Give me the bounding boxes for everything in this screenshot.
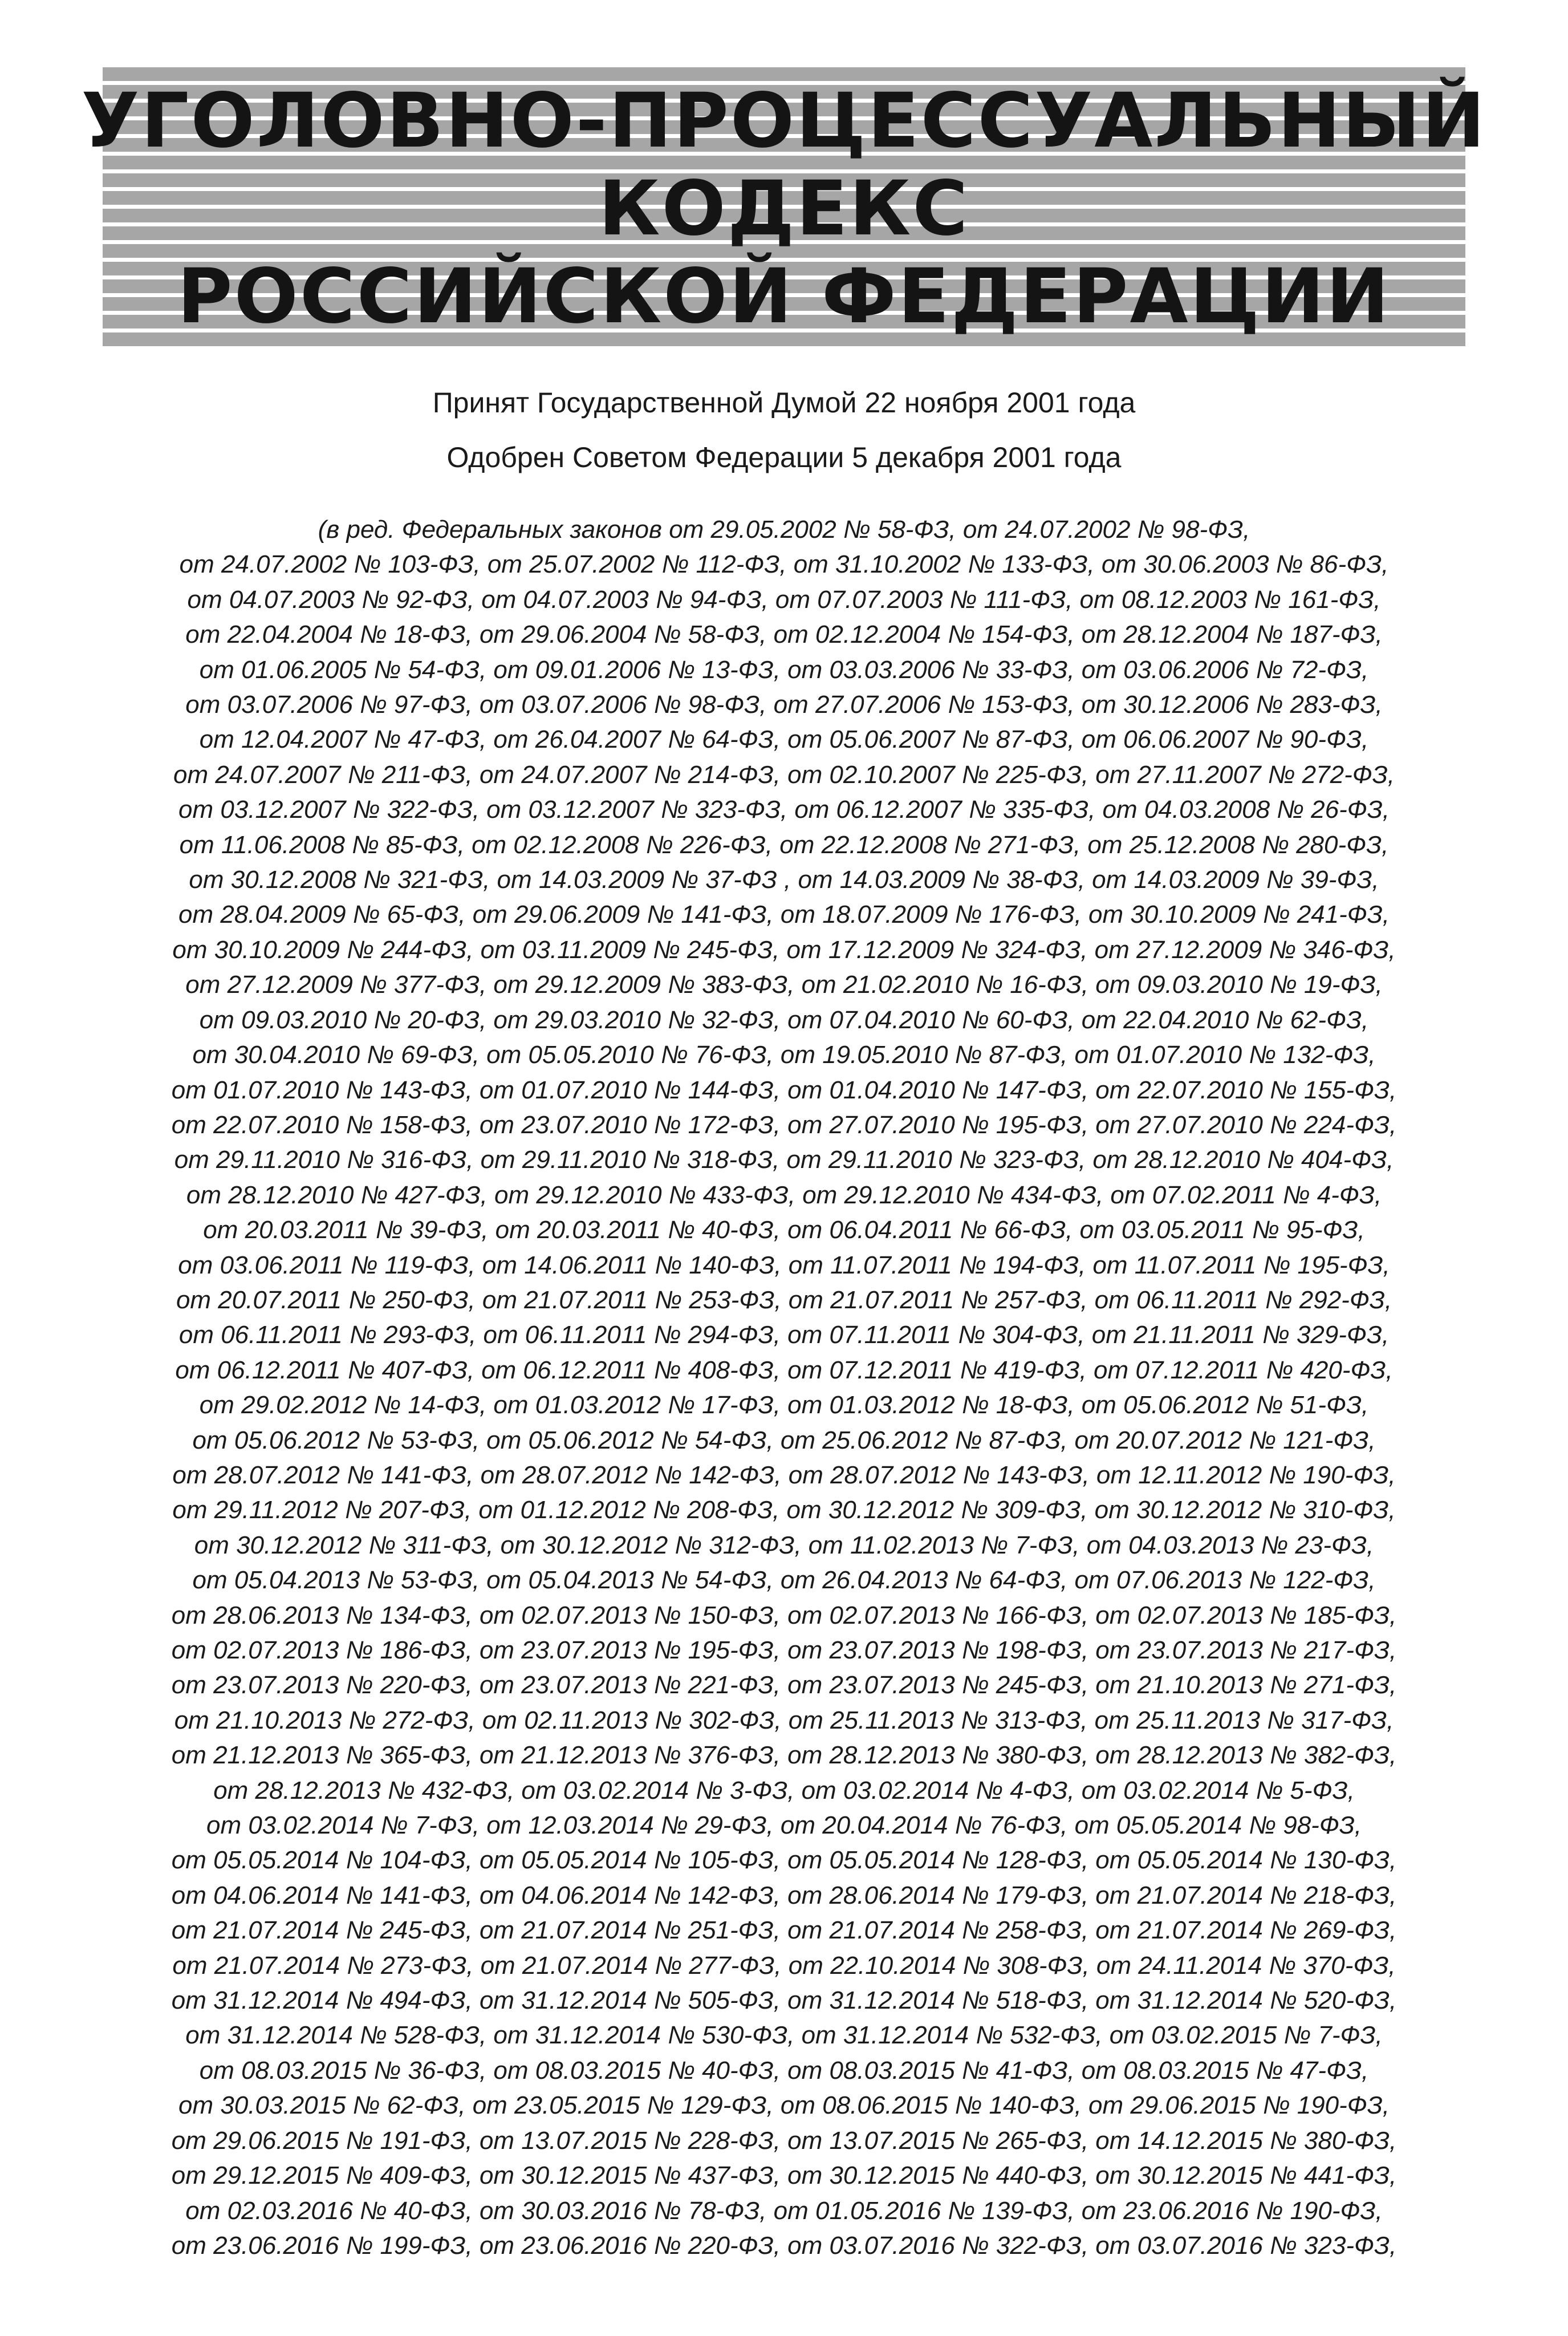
amendment-line: от 30.04.2010 № 69-ФЗ, от 05.05.2010 № 76-ФЗ, от 19.05.2010 № 87-ФЗ, от 01.07.2010 № 132-ФЗ, [192, 1041, 1376, 1069]
amendment-line: от 04.07.2003 № 92-ФЗ, от 04.07.2003 № 94-ФЗ, от 07.07.2003 № 111-ФЗ, от 08.12.2003 № 161-ФЗ, [187, 585, 1381, 614]
amendment-line: от 08.03.2015 № 36-ФЗ, от 08.03.2015 № 40-ФЗ, от 08.03.2015 № 41-ФЗ, от 08.03.2015 № 47-ФЗ, [199, 2056, 1369, 2084]
amendment-line: от 30.12.2012 № 311-ФЗ, от 30.12.2012 № 312-ФЗ, от 11.02.2013 № 7-ФЗ, от 04.03.2013 № 23-ФЗ, [194, 1531, 1374, 1559]
amendment-line: (в ред. Федеральных законов от 29.05.2002 № 58-ФЗ, от 24.07.2002 № 98-ФЗ, [318, 516, 1250, 544]
amendment-line: от 03.07.2006 № 97-ФЗ, от 03.07.2006 № 98-ФЗ, от 27.07.2006 № 153-ФЗ, от 30.12.2006 № 283-ФЗ, [185, 691, 1383, 719]
amendment-line: от 22.04.2004 № 18-ФЗ, от 29.06.2004 № 58-ФЗ, от 02.12.2004 № 154-ФЗ, от 28.12.2004 № 187-ФЗ, [185, 620, 1383, 649]
amendment-line: от 03.12.2007 № 322-ФЗ, от 03.12.2007 № 323-ФЗ, от 06.12.2007 № 335-ФЗ, от 04.03.2008 № 26-ФЗ, [178, 796, 1390, 824]
amendment-line: от 02.07.2013 № 186-ФЗ, от 23.07.2013 № 195-ФЗ, от 23.07.2013 № 198-ФЗ, от 23.07.2013 № 217-ФЗ, [171, 1636, 1397, 1664]
amendment-line: от 11.06.2008 № 85-ФЗ, от 02.12.2008 № 226-ФЗ, от 22.12.2008 № 271-ФЗ, от 25.12.2008 № 280-ФЗ, [179, 830, 1389, 859]
amendment-line: от 28.06.2013 № 134-ФЗ, от 02.07.2013 № 150-ФЗ, от 02.07.2013 № 166-ФЗ, от 02.07.2013 № 185-ФЗ, [171, 1601, 1397, 1629]
amendment-line: от 05.05.2014 № 104-ФЗ, от 05.05.2014 № 105-ФЗ, от 05.05.2014 № 128-ФЗ, от 05.05.2014 № 130-ФЗ, [171, 1846, 1397, 1875]
amendment-line: от 29.02.2012 № 14-ФЗ, от 01.03.2012 № 17-ФЗ, от 01.03.2012 № 18-ФЗ, от 05.06.2012 № 51-ФЗ, [199, 1391, 1369, 1420]
amendment-line: от 30.12.2008 № 321-ФЗ, от 14.03.2009 № 37-ФЗ , от 14.03.2009 № 38-ФЗ, от 14.03.2009 № 39-ФЗ, [189, 866, 1379, 894]
amendment-line: от 01.06.2005 № 54-ФЗ, от 09.01.2006 № 13-ФЗ, от 03.03.2006 № 33-ФЗ, от 03.06.2006 № 72-ФЗ, [199, 655, 1369, 684]
amendment-line: от 28.12.2010 № 427-ФЗ, от 29.12.2010 № 433-ФЗ, от 29.12.2010 № 434-ФЗ, от 07.02.2011 № 4-ФЗ, [186, 1181, 1382, 1209]
amendment-line: от 22.07.2010 № 158-ФЗ, от 23.07.2010 № 172-ФЗ, от 27.07.2010 № 195-ФЗ, от 27.07.2010 № 224-ФЗ, [171, 1110, 1397, 1139]
title-banner [81, 67, 1487, 350]
amendment-line: от 21.12.2013 № 365-ФЗ, от 21.12.2013 № 376-ФЗ, от 28.12.2013 № 380-ФЗ, от 28.12.2013 № 382-ФЗ, [171, 1741, 1397, 1770]
amendment-line: от 21.07.2014 № 245-ФЗ, от 21.07.2014 № 251-ФЗ, от 21.07.2014 № 258-ФЗ, от 21.07.2014 № 269-ФЗ, [171, 1916, 1397, 1945]
amendment-line: от 02.03.2016 № 40-ФЗ, от 30.03.2016 № 78-ФЗ, от 01.05.2016 № 139-ФЗ, от 23.06.2016 № 190-ФЗ, [185, 2196, 1383, 2225]
amendment-line: от 06.12.2011 № 407-ФЗ, от 06.12.2011 № 408-ФЗ, от 07.12.2011 № 419-ФЗ, от 07.12.2011 № 420-ФЗ, [175, 1356, 1393, 1384]
amendment-line: от 30.03.2015 № 62-ФЗ, от 23.05.2015 № 129-ФЗ, от 08.06.2015 № 140-ФЗ, от 29.06.2015 № 190-ФЗ, [178, 2091, 1390, 2120]
amendment-line: от 30.10.2009 № 244-ФЗ, от 03.11.2009 № 245-ФЗ, от 17.12.2009 № 324-ФЗ, от 27.12.2009 № 346-ФЗ, [172, 935, 1396, 964]
amendment-line: от 23.07.2013 № 220-ФЗ, от 23.07.2013 № 221-ФЗ, от 23.07.2013 № 245-ФЗ, от 21.10.2013 № 271-ФЗ, [171, 1671, 1397, 1700]
amendment-line: от 21.07.2014 № 273-ФЗ, от 21.07.2014 № 277-ФЗ, от 22.10.2014 № 308-ФЗ, от 24.11.2014 № 370-ФЗ, [172, 1951, 1396, 1980]
amendments-list [86, 512, 1482, 2263]
amendment-line: от 03.02.2014 № 7-ФЗ, от 12.03.2014 № 29-ФЗ, от 20.04.2014 № 76-ФЗ, от 05.05.2014 № 98-ФЗ, [206, 1811, 1362, 1840]
amendment-line: от 05.06.2012 № 53-ФЗ, от 05.06.2012 № 54-ФЗ, от 25.06.2012 № 87-ФЗ, от 20.07.2012 № 121-ФЗ, [192, 1426, 1376, 1454]
amendment-line: от 24.07.2007 № 211-ФЗ, от 24.07.2007 № 214-ФЗ, от 02.10.2007 № 225-ФЗ, от 27.11.2007 № 272-ФЗ, [173, 760, 1395, 789]
title-line-3: РОССИЙСКОЙ ФЕДЕРАЦИИ [177, 253, 1391, 340]
amendment-line: от 03.06.2011 № 119-ФЗ, от 14.06.2011 № 140-ФЗ, от 11.07.2011 № 194-ФЗ, от 11.07.2011 № 195-ФЗ, [178, 1251, 1390, 1279]
amendment-line: от 04.06.2014 № 141-ФЗ, от 04.06.2014 № 142-ФЗ, от 28.06.2014 № 179-ФЗ, от 21.07.2014 № 218-ФЗ, [171, 1881, 1397, 1909]
amendment-line: от 27.12.2009 № 377-ФЗ, от 29.12.2009 № 383-ФЗ, от 21.02.2010 № 16-ФЗ, от 09.03.2010 № 19-ФЗ, [185, 971, 1383, 999]
title-line-2: КОДЕКС [598, 165, 970, 253]
amendment-line: от 01.07.2010 № 143-ФЗ, от 01.07.2010 № 144-ФЗ, от 01.04.2010 № 147-ФЗ, от 22.07.2010 № 155-ФЗ, [171, 1076, 1397, 1104]
amendment-line: от 24.07.2002 № 103-ФЗ, от 25.07.2002 № 112-ФЗ, от 31.10.2002 № 133-ФЗ, от 30.06.2003 № 86-ФЗ, [179, 550, 1389, 579]
amendment-line: от 29.06.2015 № 191-ФЗ, от 13.07.2015 № 228-ФЗ, от 13.07.2015 № 265-ФЗ, от 14.12.2015 № 380-ФЗ, [171, 2126, 1397, 2155]
amendment-line: от 31.12.2014 № 528-ФЗ, от 31.12.2014 № 530-ФЗ, от 31.12.2014 № 532-ФЗ, от 03.02.2015 № 7-ФЗ, [185, 2021, 1383, 2050]
title-line-1: УГОЛОВНО-ПРОЦЕССУАЛЬНЫЙ [81, 77, 1487, 165]
amendment-line: от 21.10.2013 № 272-ФЗ, от 02.11.2013 № 302-ФЗ, от 25.11.2013 № 313-ФЗ, от 25.11.2013 № 317-ФЗ, [174, 1706, 1394, 1734]
amendment-line: от 12.04.2007 № 47-ФЗ, от 26.04.2007 № 64-ФЗ, от 05.06.2007 № 87-ФЗ, от 06.06.2007 № 90-ФЗ, [199, 725, 1369, 754]
approved-by-federation-council: Одобрен Советом Федерации 5 декабря 2001 года [446, 441, 1122, 473]
amendment-line: от 23.06.2016 № 199-ФЗ, от 23.06.2016 № 220-ФЗ, от 03.07.2016 № 322-ФЗ, от 03.07.2016 № 323-ФЗ, [171, 2231, 1397, 2260]
amendment-line: от 20.07.2011 № 250-ФЗ, от 21.07.2011 № 253-ФЗ, от 21.07.2011 № 257-ФЗ, от 06.11.2011 № 292-ФЗ, [176, 1285, 1392, 1314]
amendment-line: от 29.11.2010 № 316-ФЗ, от 29.11.2010 № 318-ФЗ, от 29.11.2010 № 323-ФЗ, от 28.12.2010 № 404-ФЗ, [174, 1146, 1394, 1174]
amendment-line: от 28.04.2009 № 65-ФЗ, от 29.06.2009 № 141-ФЗ, от 18.07.2009 № 176-ФЗ, от 30.10.2009 № 241-ФЗ, [178, 901, 1390, 929]
amendment-line: от 06.11.2011 № 293-ФЗ, от 06.11.2011 № 294-ФЗ, от 07.11.2011 № 304-ФЗ, от 21.11.2011 № 329-ФЗ, [178, 1321, 1390, 1349]
amendment-line: от 29.12.2015 № 409-ФЗ, от 30.12.2015 № 437-ФЗ, от 30.12.2015 № 440-ФЗ, от 30.12.2015 № 441-ФЗ, [171, 2161, 1397, 2190]
amendment-line: от 09.03.2010 № 20-ФЗ, от 29.03.2010 № 32-ФЗ, от 07.04.2010 № 60-ФЗ, от 22.04.2010 № 62-ФЗ, [199, 1005, 1369, 1034]
amendment-line: от 28.07.2012 № 141-ФЗ, от 28.07.2012 № 142-ФЗ, от 28.07.2012 № 143-ФЗ, от 12.11.2012 № 190-ФЗ, [172, 1461, 1396, 1489]
amendment-line: от 05.04.2013 № 53-ФЗ, от 05.04.2013 № 54-ФЗ, от 26.04.2013 № 64-ФЗ, от 07.06.2013 № 122-ФЗ, [192, 1566, 1376, 1595]
amendment-line: от 29.11.2012 № 207-ФЗ, от 01.12.2012 № 208-ФЗ, от 30.12.2012 № 309-ФЗ, от 30.12.2012 № 310-ФЗ, [172, 1496, 1396, 1524]
adopted-by-duma: Принят Государственной Думой 22 ноября 2001 года [432, 387, 1136, 419]
amendment-line: от 31.12.2014 № 494-ФЗ, от 31.12.2014 № 505-ФЗ, от 31.12.2014 № 518-ФЗ, от 31.12.2014 № 520-ФЗ, [171, 1986, 1397, 2015]
amendment-line: от 20.03.2011 № 39-ФЗ, от 20.03.2011 № 40-ФЗ, от 06.04.2011 № 66-ФЗ, от 03.05.2011 № 95-ФЗ, [203, 1216, 1365, 1244]
amendment-line: от 28.12.2013 № 432-ФЗ, от 03.02.2014 № 3-ФЗ, от 03.02.2014 № 4-ФЗ, от 03.02.2014 № 5-ФЗ, [213, 1776, 1355, 1804]
